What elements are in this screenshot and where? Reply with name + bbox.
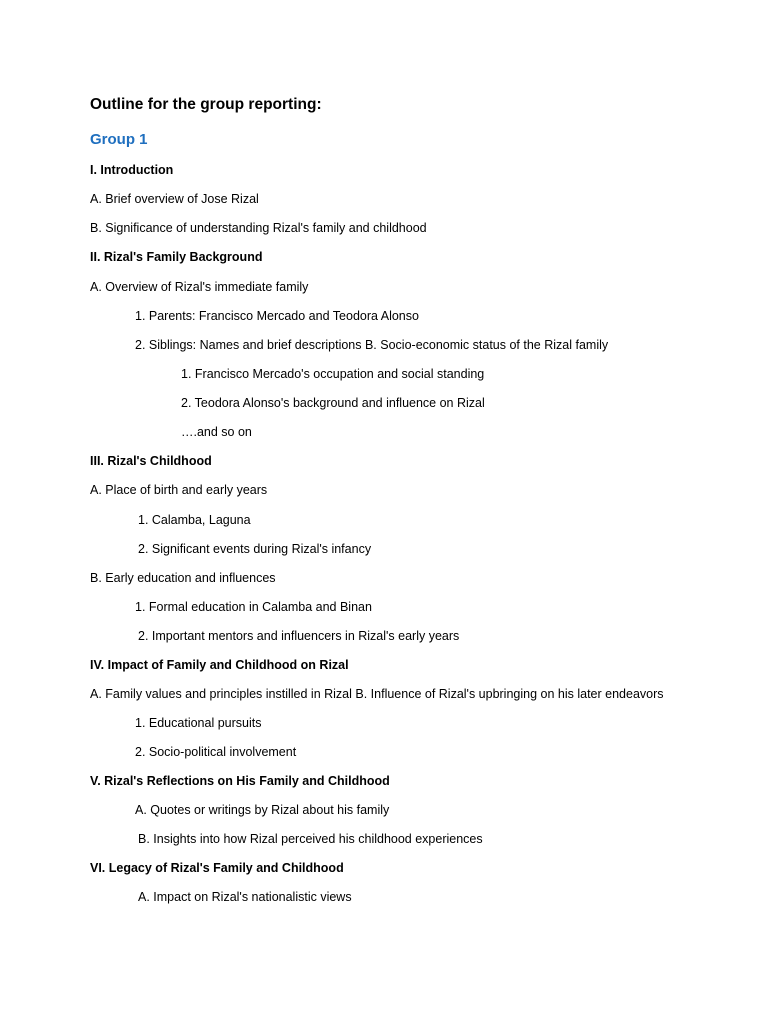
outline-subitem: 1. Calamba, Laguna — [138, 513, 251, 527]
outline-subitem: 1. Parents: Francisco Mercado and Teodora Alonso — [135, 309, 419, 323]
outline-subitem: 1. Educational pursuits — [135, 716, 262, 730]
outline-subitem: A. Quotes or writings by Rizal about his family — [135, 803, 390, 817]
group-heading: Group 1 — [90, 131, 148, 148]
outline-item: A. Overview of Rizal's immediate family — [90, 280, 309, 294]
outline-subitem: 2. Important mentors and influencers in Rizal's early years — [138, 629, 460, 643]
outline-item: A. Family values and principles instilled in Rizal B. Influence of Rizal's upbringing on his later endeavors — [90, 687, 664, 701]
outline-subitem: 2. Siblings: Names and brief descriptions B. Socio-economic status of the Rizal family — [135, 338, 609, 352]
outline-heading: V. Rizal's Reflections on His Family and Childhood — [90, 774, 390, 788]
outline-item: A. Place of birth and early years — [90, 483, 268, 497]
outline-heading: II. Rizal's Family Background — [90, 250, 263, 264]
outline-subitem: 2. Significant events during Rizal's infancy — [138, 542, 372, 556]
outline-subsubitem: 1. Francisco Mercado's occupation and social standing — [181, 367, 485, 381]
outline-subitem: 2. Socio-political involvement — [135, 745, 297, 759]
outline-heading: VI. Legacy of Rizal's Family and Childhood — [90, 861, 344, 875]
outline-subitem: B. Insights into how Rizal perceived his childhood experiences — [138, 832, 483, 846]
outline-subitem: A. Impact on Rizal's nationalistic views — [138, 890, 352, 904]
outline-heading: I. Introduction — [90, 163, 174, 177]
outline-item: B. Significance of understanding Rizal's family and childhood — [90, 221, 427, 235]
outline-heading: IV. Impact of Family and Childhood on Rizal — [90, 658, 349, 672]
outline-subsubitem: 2. Teodora Alonso's background and influence on Rizal — [181, 396, 485, 410]
outline-subitem: 1. Formal education in Calamba and Binan — [135, 600, 372, 614]
outline-item: A. Brief overview of Jose Rizal — [90, 192, 259, 206]
outline-item: B. Early education and influences — [90, 571, 276, 585]
document-title: Outline for the group reporting: — [90, 96, 322, 113]
outline-heading: III. Rizal's Childhood — [90, 454, 212, 468]
outline-subsubitem: ….and so on — [181, 425, 252, 439]
